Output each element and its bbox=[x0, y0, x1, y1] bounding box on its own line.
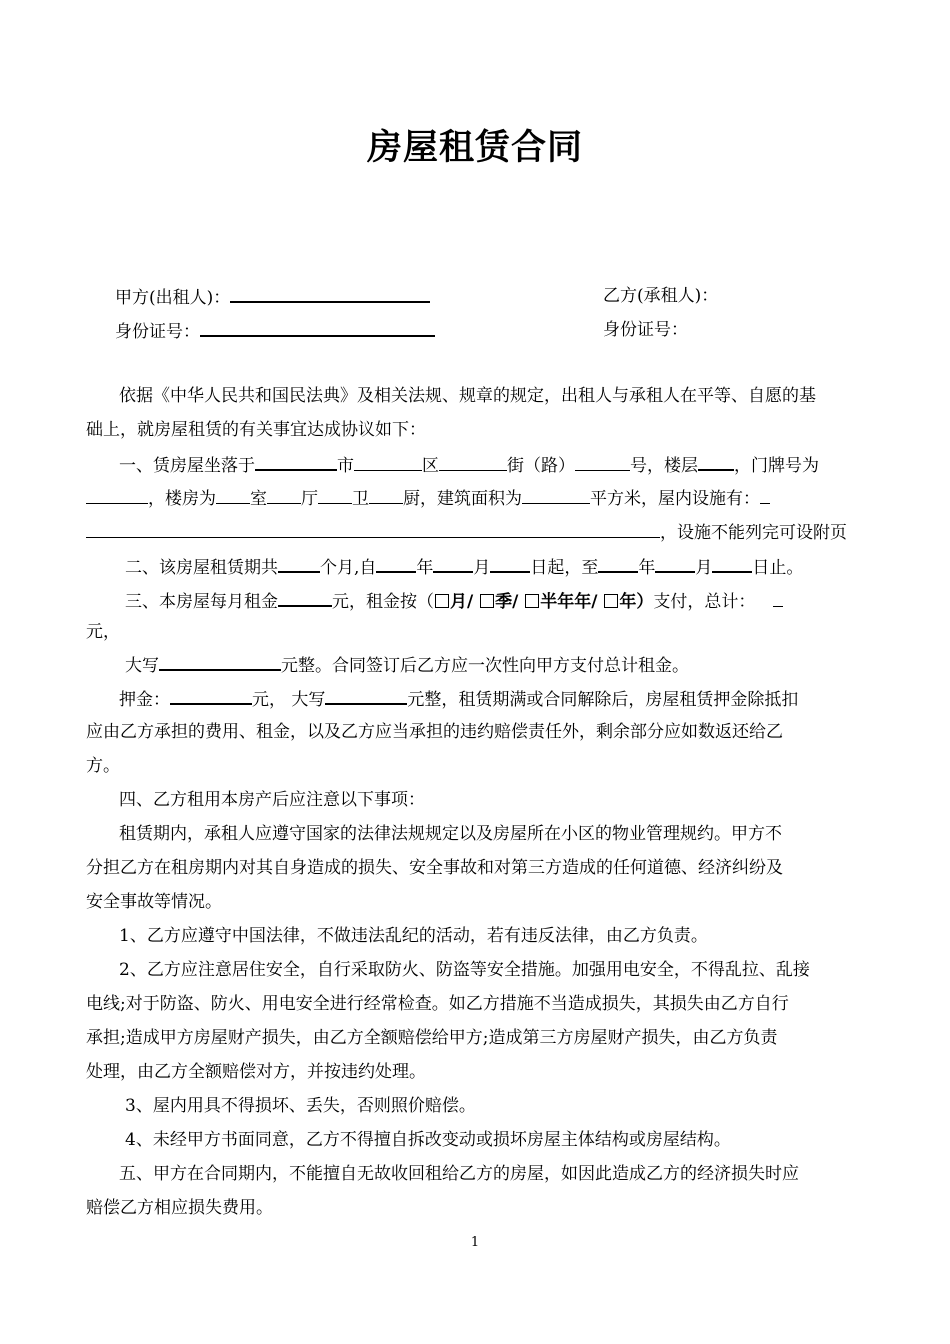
section-4-para-line-1: 租赁期内，承租人应遵守国家的法律法规规定以及房屋所在小区的物业管理规约。甲方不 bbox=[119, 824, 782, 844]
option-quarter-label: 季/ bbox=[495, 592, 525, 612]
section-4-item-2-line-1: 2、乙方应注意居住安全，自行采取防火、防盗等安全措施。加强用电安全，不得乱拉、乱接 bbox=[119, 960, 810, 980]
section-4-item-3: 3、屋内用具不得损坏、丢失，否则照价赔偿。 bbox=[125, 1096, 476, 1116]
section-4-item-2-line-3: 承担;造成甲方房屋财产损失，由乙方全额赔偿给甲方;造成第三方房屋财产损失，由乙方负责 bbox=[86, 1028, 778, 1048]
section-4-item-2-line-4: 处理，由乙方全额赔偿对方，并按违约处理。 bbox=[86, 1062, 426, 1082]
party-a-row bbox=[115, 286, 430, 308]
hall-blank[interactable] bbox=[267, 488, 301, 504]
section-4-item-1: 1、乙方应遵守中国法律，不做违法乱纪的活动，若有违反法律，由乙方负责。 bbox=[119, 926, 708, 946]
s2-text-f: 年 bbox=[638, 558, 656, 578]
monthly-rent-blank[interactable] bbox=[278, 590, 332, 607]
start-month-blank[interactable] bbox=[433, 556, 473, 573]
s1-text-c: 区 bbox=[422, 456, 439, 476]
section-4-para-line-2: 分担乙方在租房期内对其自身造成的损失、安全事故和对第三方造成的任何道德、经济纠纷及 bbox=[86, 858, 783, 878]
city-blank[interactable] bbox=[255, 454, 337, 471]
s1-text-m: ，设施不能列完可设附页 bbox=[660, 523, 847, 543]
deposit-amount-blank[interactable] bbox=[170, 688, 252, 705]
section-4-para-line-3: 安全事故等情况。 bbox=[86, 892, 222, 912]
party-b-label: 乙方(承租人)： bbox=[603, 286, 719, 306]
facilities-blank[interactable] bbox=[86, 522, 660, 538]
party-a-id-label: 身份证号： bbox=[115, 322, 200, 342]
checkbox-half-year[interactable] bbox=[525, 594, 539, 608]
s2-text-b: 个月,自 bbox=[320, 558, 377, 578]
s1-text-l: 平方米，屋内设施有： bbox=[590, 489, 760, 509]
checkbox-month[interactable] bbox=[435, 594, 449, 608]
s2-text-e: 日起，至 bbox=[530, 558, 599, 578]
start-year-blank[interactable] bbox=[376, 556, 416, 573]
deposit-line-1 bbox=[119, 688, 798, 710]
intro-line-2: 础上，就房屋租赁的有关事宜达成协议如下： bbox=[86, 420, 426, 440]
section-1-line-1 bbox=[119, 454, 819, 476]
facilities-blank-start[interactable] bbox=[760, 488, 770, 504]
bath-blank[interactable] bbox=[318, 488, 352, 504]
section-3-line-1 bbox=[125, 590, 783, 612]
end-day-blank[interactable] bbox=[712, 556, 752, 573]
s1-text-g: ，楼房为 bbox=[148, 489, 216, 509]
section-1-line-2 bbox=[86, 488, 770, 509]
months-blank[interactable] bbox=[278, 556, 320, 573]
deposit-capital-blank[interactable] bbox=[325, 688, 407, 705]
section-4-item-2-line-2: 电线;对于防盗、防火、用电安全进行经常检查。如乙方措施不当造成损失，其损失由乙方自行 bbox=[86, 994, 789, 1014]
rent-capital-blank[interactable] bbox=[159, 654, 281, 671]
section-4-item-4: 4、未经甲方书面同意，乙方不得擅自拆改变动或损坏房屋主体结构或房屋结构。 bbox=[125, 1130, 731, 1150]
s2-text-h: 日止。 bbox=[752, 558, 804, 578]
section-3-line-2: 元， bbox=[86, 622, 120, 642]
section-4-heading: 四、乙方租用本房产后应注意以下事项： bbox=[119, 790, 425, 810]
door-number-blank[interactable] bbox=[86, 488, 148, 504]
section-5-line-2: 赔偿乙方相应损失费用。 bbox=[86, 1198, 273, 1218]
deposit-line-3: 方。 bbox=[86, 756, 120, 776]
street-blank[interactable] bbox=[439, 455, 507, 471]
s2-text-c: 年 bbox=[416, 558, 434, 578]
party-a-blank[interactable] bbox=[230, 286, 430, 303]
room-blank[interactable] bbox=[216, 488, 250, 504]
end-month-blank[interactable] bbox=[655, 556, 695, 573]
checkbox-quarter[interactable] bbox=[480, 594, 494, 608]
kitchen-blank[interactable] bbox=[369, 488, 403, 504]
s2-text-g: 月 bbox=[695, 558, 713, 578]
deposit-text-b: 元， 大写 bbox=[252, 690, 326, 710]
s3-text-a: 三、本房屋每月租金 bbox=[125, 592, 278, 612]
section-5-line-1: 五、甲方在合同期内，不能擅自无故收回租给乙方的房屋，如因此造成乙方的经济损失时应 bbox=[119, 1164, 799, 1184]
option-half-year-label: 半年年/ bbox=[540, 592, 604, 612]
section-1-line-3 bbox=[86, 522, 847, 543]
deposit-text-a: 押金： bbox=[119, 690, 170, 710]
deposit-text-c: 元整，租赁期满或合同解除后，房屋租赁押金除抵扣 bbox=[407, 690, 799, 710]
s1-text-h: 室 bbox=[250, 489, 267, 509]
party-a-id-blank[interactable] bbox=[200, 320, 435, 337]
district-blank[interactable] bbox=[354, 455, 422, 471]
party-b-id-label: 身份证号： bbox=[603, 320, 688, 340]
s1-text-a: 一、赁房屋坐落于 bbox=[119, 456, 255, 476]
option-month-label: 月/ bbox=[450, 592, 480, 612]
intro-line-1: 依据《中华人民共和国民法典》及相关法规、规章的规定，出租人与承租人在平等、自愿的基 bbox=[119, 386, 816, 406]
s1-text-b: 市 bbox=[337, 456, 354, 476]
floor-blank[interactable] bbox=[698, 454, 734, 471]
option-year-label: 年） bbox=[619, 592, 654, 612]
page-number: 1 bbox=[470, 1235, 480, 1250]
end-year-blank[interactable] bbox=[598, 556, 638, 573]
s1-text-e: 号，楼层 bbox=[630, 456, 698, 476]
s1-text-d: 街（路） bbox=[507, 456, 575, 476]
checkbox-year[interactable] bbox=[604, 594, 618, 608]
start-day-blank[interactable] bbox=[490, 556, 530, 573]
total-rent-blank[interactable] bbox=[773, 591, 783, 607]
s2-text-a: 二、该房屋租赁期共 bbox=[125, 558, 278, 578]
area-blank[interactable] bbox=[522, 488, 590, 504]
s2-text-d: 月 bbox=[473, 558, 491, 578]
number-blank[interactable] bbox=[575, 455, 630, 471]
deposit-line-2: 应由乙方承担的费用、租金，以及乙方应当承担的违约赔偿责任外，剩余部分应如数返还给乙 bbox=[86, 722, 783, 742]
party-a-id-row bbox=[115, 320, 435, 342]
section-3-line-3 bbox=[125, 654, 689, 676]
s1-text-f: ，门牌号为 bbox=[734, 456, 819, 476]
section-2-line bbox=[125, 556, 803, 578]
document-title: 房屋租赁合同 bbox=[366, 127, 583, 168]
party-a-label: 甲方(出租人)： bbox=[115, 288, 231, 308]
s1-text-k: 厨，建筑面积为 bbox=[403, 489, 522, 509]
s3-text-c: 支付，总计： bbox=[653, 592, 756, 612]
s3-text-e: 大写 bbox=[125, 656, 159, 676]
s1-text-i: 厅 bbox=[301, 489, 318, 509]
s3-text-b: 元，租金按（ bbox=[332, 592, 434, 612]
s1-text-j: 卫 bbox=[352, 489, 369, 509]
s3-text-f: 元整。合同签订后乙方应一次性向甲方支付总计租金。 bbox=[281, 656, 689, 676]
